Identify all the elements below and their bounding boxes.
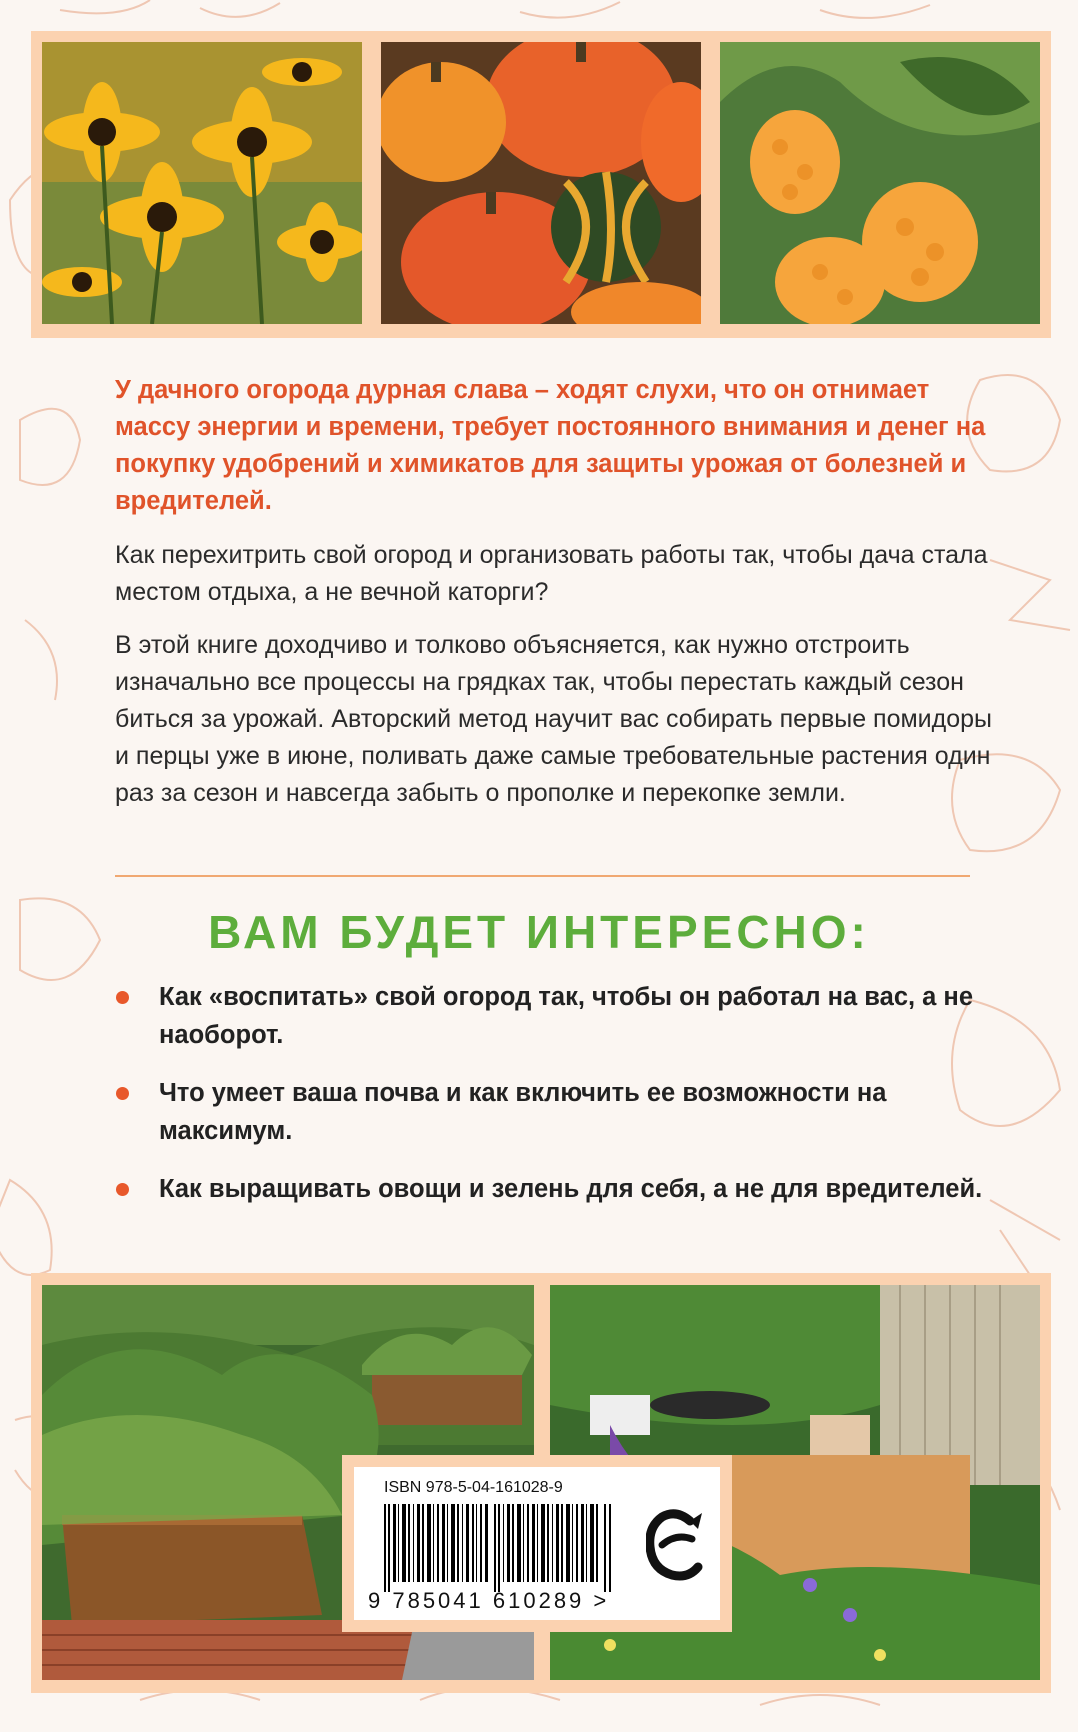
benefits-list <box>112 978 992 1228</box>
benefit-item <box>112 978 992 1054</box>
description-paragraph: В этой книге доходчиво и толково объясняется, как нужно отстроить изначально все процессы на грядках так, чтобы перестать каждый сезон биться за урожай. Авторский метод научит вас собирать первые помидоры и перцы уже в июне, поливать даже самые требовательные растения один раз за сезон и навсегда забыть о прополке и перекопке земли. <box>115 631 993 807</box>
eksmo-e-logo-icon <box>646 1507 706 1583</box>
benefit-text: Что умеет ваша почва и как включить ее возможности на максимум. <box>159 1079 887 1145</box>
photo-yellow-raspberries <box>720 42 1040 324</box>
benefit-item <box>112 1170 992 1208</box>
isbn-panel <box>354 1467 720 1620</box>
barcode <box>384 1504 616 1592</box>
benefit-text: Как выращивать овощи и зелень для себя, а не для вредителей. <box>159 1175 983 1203</box>
benefit-item <box>112 1074 992 1150</box>
photo-rudbeckia-flowers <box>42 42 362 324</box>
benefit-text: Как «воспитать» свой огород так, чтобы он работал на вас, а не наоборот. <box>159 983 974 1049</box>
bullet-icon <box>116 1183 129 1196</box>
isbn-block <box>342 1455 732 1632</box>
lead-paragraph: У дачного огорода дурная слава – ходят слухи, что он отнимает массу энергии и времени, требует постоянного внимания и денег на покупку удобрений и химикатов для защиты урожая от болезней и вредителей. <box>115 376 986 515</box>
photo-pumpkins <box>381 42 701 324</box>
section-divider <box>115 875 970 877</box>
isbn-label: ISBN 978-5-04-161028-9 <box>384 1479 563 1496</box>
section-heading: ВАМ БУДЕТ ИНТЕРЕСНО: <box>208 906 870 958</box>
intro-question-paragraph: Как перехитрить свой огород и организовать работы так, чтобы дача стала местом отдыха, а не вечной каторги? <box>115 541 988 606</box>
bullet-icon <box>116 991 129 1004</box>
bullet-icon <box>116 1087 129 1100</box>
barcode-digits: 9 785041 610289 > <box>368 1588 610 1613</box>
